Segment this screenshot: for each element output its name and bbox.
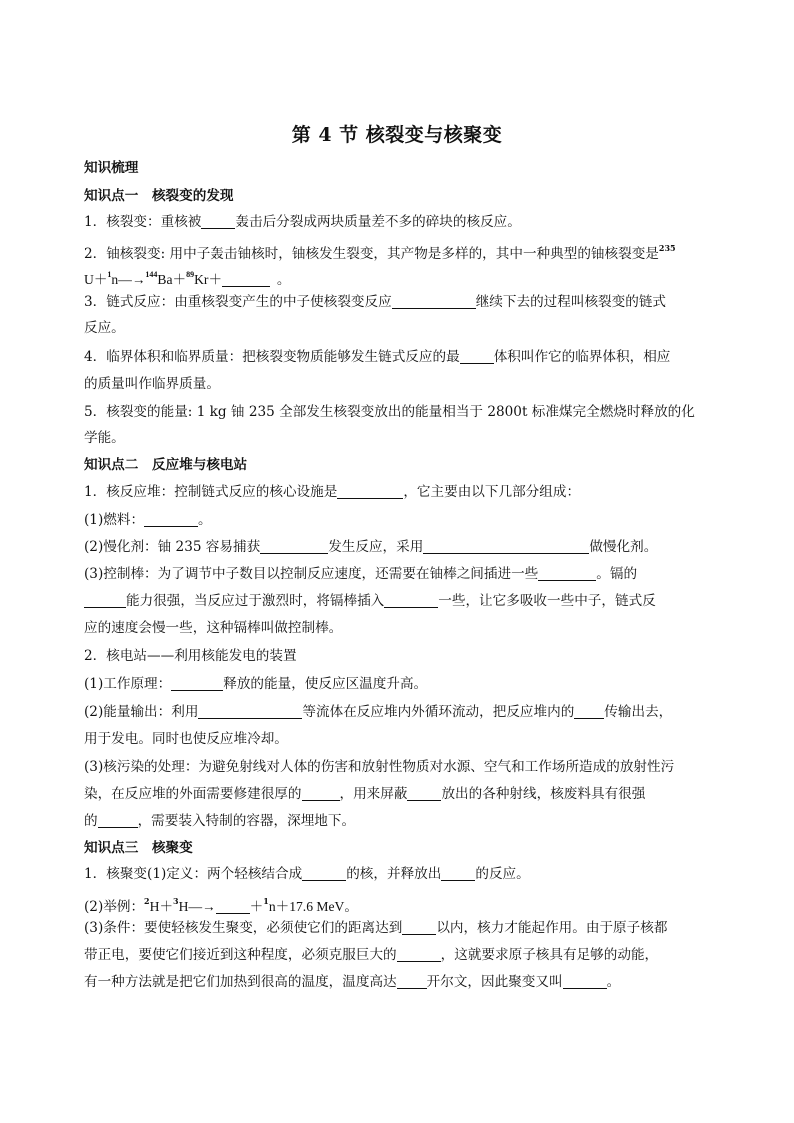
text: (2)能量输出：利用 (84, 704, 199, 720)
kp2-line-4 (84, 564, 637, 584)
text: 继续下去的过程叫核裂变的链式 (475, 294, 667, 310)
kp2-line-11: (3)核污染的处理：为避免射线对人体的伤害和放射性物质对水源、空气和工作场所造成的放射性污 (84, 759, 675, 775)
kp2-line-9 (84, 702, 672, 722)
text: n—→ (111, 272, 146, 287)
fill-blank[interactable] (460, 349, 494, 364)
kp2-line-7: 2．核电站——利用核能发电的装置 (84, 648, 297, 664)
mass-number: 1 (107, 270, 112, 279)
fill-blank[interactable] (397, 947, 441, 962)
text: (2)举例： (84, 899, 145, 915)
fill-blank[interactable] (337, 484, 403, 499)
fill-blank[interactable] (171, 676, 223, 691)
text: H—→ (178, 899, 216, 914)
mass-number: 89 (186, 270, 195, 279)
text: 1．核聚变(1)定义：两个轻核结合成 (84, 866, 303, 882)
text: ，需要装入特制的容器，深埋地下。 (137, 813, 356, 829)
fill-blank[interactable] (84, 593, 126, 608)
kp1-line-7: 的质量叫作临界质量。 (84, 376, 220, 392)
kp2-line-10: 用于发电。同时也使反应堆冷却。 (84, 731, 288, 747)
text: 染，在反应堆的外面需要修建很厚的 (84, 786, 302, 802)
fill-blank[interactable] (392, 294, 476, 309)
fill-blank[interactable] (144, 512, 198, 527)
kp1-heading: 知识点一 核裂变的发现 (84, 188, 234, 204)
kp2-line-12 (84, 784, 645, 804)
text: 开尔文，因此聚变又叫 (426, 974, 563, 990)
kp1-line-4 (84, 292, 666, 312)
text: (2)慢化剂：铀 235 容易捕获 (84, 539, 261, 555)
text: 轰击后分裂成两块质量差不多的碎块的核反应。 (235, 214, 521, 230)
section-heading: 知识梳理 (84, 160, 139, 176)
text: 等流体在反应堆内外循环流动，把反应堆内的 (302, 704, 575, 720)
fill-blank[interactable] (302, 866, 346, 881)
kp3-line-5 (84, 972, 620, 992)
fill-blank[interactable] (384, 593, 438, 608)
mass-number: 1 (263, 896, 269, 906)
fill-blank[interactable] (407, 786, 441, 801)
fill-blank[interactable] (302, 786, 340, 801)
text: H＋ (149, 899, 174, 914)
text: ＋ (249, 899, 264, 914)
kp3-line-3 (84, 918, 667, 938)
kp2-line-5 (84, 591, 656, 611)
text: 带正电，要使它们接近到这种程度，必须克服巨大的 (84, 947, 397, 963)
text: 的核，并释放出 (346, 866, 442, 882)
kp3-line-1 (84, 864, 530, 884)
text: 2．铀核裂变: 用中子轰击铀核时，铀核发生裂变，其产物是多样的，其中一种典型的铀核裂变是 (84, 246, 659, 262)
text: 1．核反应堆：控制链式反应的核心设施是 (84, 484, 338, 500)
kp1-fission-equation (84, 265, 290, 290)
mass-number: 2 (144, 896, 150, 906)
text: ，这就要求原子核具有足够的动能， (440, 947, 659, 963)
fill-blank[interactable] (538, 566, 596, 581)
text: U＋ (84, 272, 108, 287)
text: 。镉的 (596, 566, 638, 582)
text: (3)条件：要使轻核发生聚变，必须使它们的距离达到 (84, 920, 403, 936)
kp2-line-6: 应的速度会慢一些，这种镉棒叫做控制棒。 (84, 620, 343, 636)
kp1-line-2 (84, 238, 676, 264)
text: 一些，让它多吸收一些中子，链式反 (438, 593, 656, 609)
text: 的反应。 (475, 866, 530, 882)
text: ，它主要由以下几部分组成： (403, 484, 581, 500)
fill-blank[interactable] (574, 704, 604, 719)
text: n＋17.6 MeV。 (268, 899, 358, 914)
kp1-line-9: 学能。 (84, 430, 125, 446)
kp2-heading: 知识点二 反应堆与核电站 (84, 457, 248, 473)
kp1-line-5: 反应。 (84, 320, 125, 336)
fill-blank[interactable] (98, 813, 138, 828)
text: 。 (198, 512, 212, 528)
kp1-line-8: 5．核裂变的能量: 1 kg 铀 235 全部发生核裂变放出的能量相当于 2800t 标准煤完全燃烧时释放的化 (84, 404, 695, 420)
text: (3)控制棒：为了调节中子数目以控制反应速度，还需要在铀棒之间插进一些 (84, 566, 539, 582)
kp3-line-4 (84, 945, 658, 965)
text: 3．链式反应：由重核裂变产生的中子使核裂变反应 (84, 294, 392, 310)
kp2-line-1 (84, 482, 580, 502)
page-title: 第 4 节 核裂变与核聚变 (291, 124, 503, 146)
text: 体积叫作它的临界体积，相应 (493, 349, 671, 365)
fill-blank[interactable] (198, 704, 302, 719)
mass-number: 3 (173, 896, 179, 906)
fill-blank[interactable] (201, 214, 235, 229)
text: 的 (84, 813, 98, 829)
fill-blank[interactable] (260, 539, 328, 554)
fill-blank[interactable] (423, 539, 589, 554)
mass-number: 144 (145, 270, 158, 279)
text: 放出的各种射线，核废料具有很强 (441, 786, 646, 802)
text: 传输出去， (604, 704, 673, 720)
text: 能力很强，当反应过于激烈时，将镉棒插入 (126, 593, 385, 609)
kp3-fusion-equation (84, 891, 358, 917)
fill-blank[interactable] (397, 974, 427, 989)
text: Ba＋ (157, 272, 187, 287)
fill-blank[interactable] (222, 272, 270, 287)
text: 做慢化剂。 (589, 539, 658, 555)
text: 。 (606, 974, 621, 990)
text: 。 (276, 272, 291, 287)
kp1-line-1 (84, 212, 521, 232)
text: 发生反应，采用 (328, 539, 424, 555)
text: 有一种方法就是把它们加热到很高的温度，温度高达 (84, 974, 397, 990)
text: (1)工作原理： (84, 676, 172, 692)
text: 以内，核力才能起作用。由于原子核都 (436, 920, 668, 936)
kp2-line-8 (84, 674, 427, 694)
kp1-line-6 (84, 347, 670, 367)
fill-blank[interactable] (441, 866, 475, 881)
fill-blank[interactable] (216, 899, 250, 914)
fill-blank[interactable] (402, 920, 436, 935)
text: (1)燃料： (84, 512, 145, 528)
text: 释放的能量，使反应区温度升高。 (223, 676, 428, 692)
kp2-line-3 (84, 537, 657, 557)
text: ，用来屏蔽 (339, 786, 408, 802)
mass-number: 235 (658, 243, 676, 253)
fill-blank[interactable] (563, 974, 607, 989)
kp2-line-2 (84, 510, 212, 530)
text: Kr＋ (194, 272, 223, 287)
text: 1．核裂变：重核被 (84, 214, 202, 230)
text: 4．临界体积和临界质量：把核裂变物质能够发生链式反应的最 (84, 349, 460, 365)
kp3-heading: 知识点三 核聚变 (84, 840, 193, 856)
kp2-line-13 (84, 811, 355, 831)
